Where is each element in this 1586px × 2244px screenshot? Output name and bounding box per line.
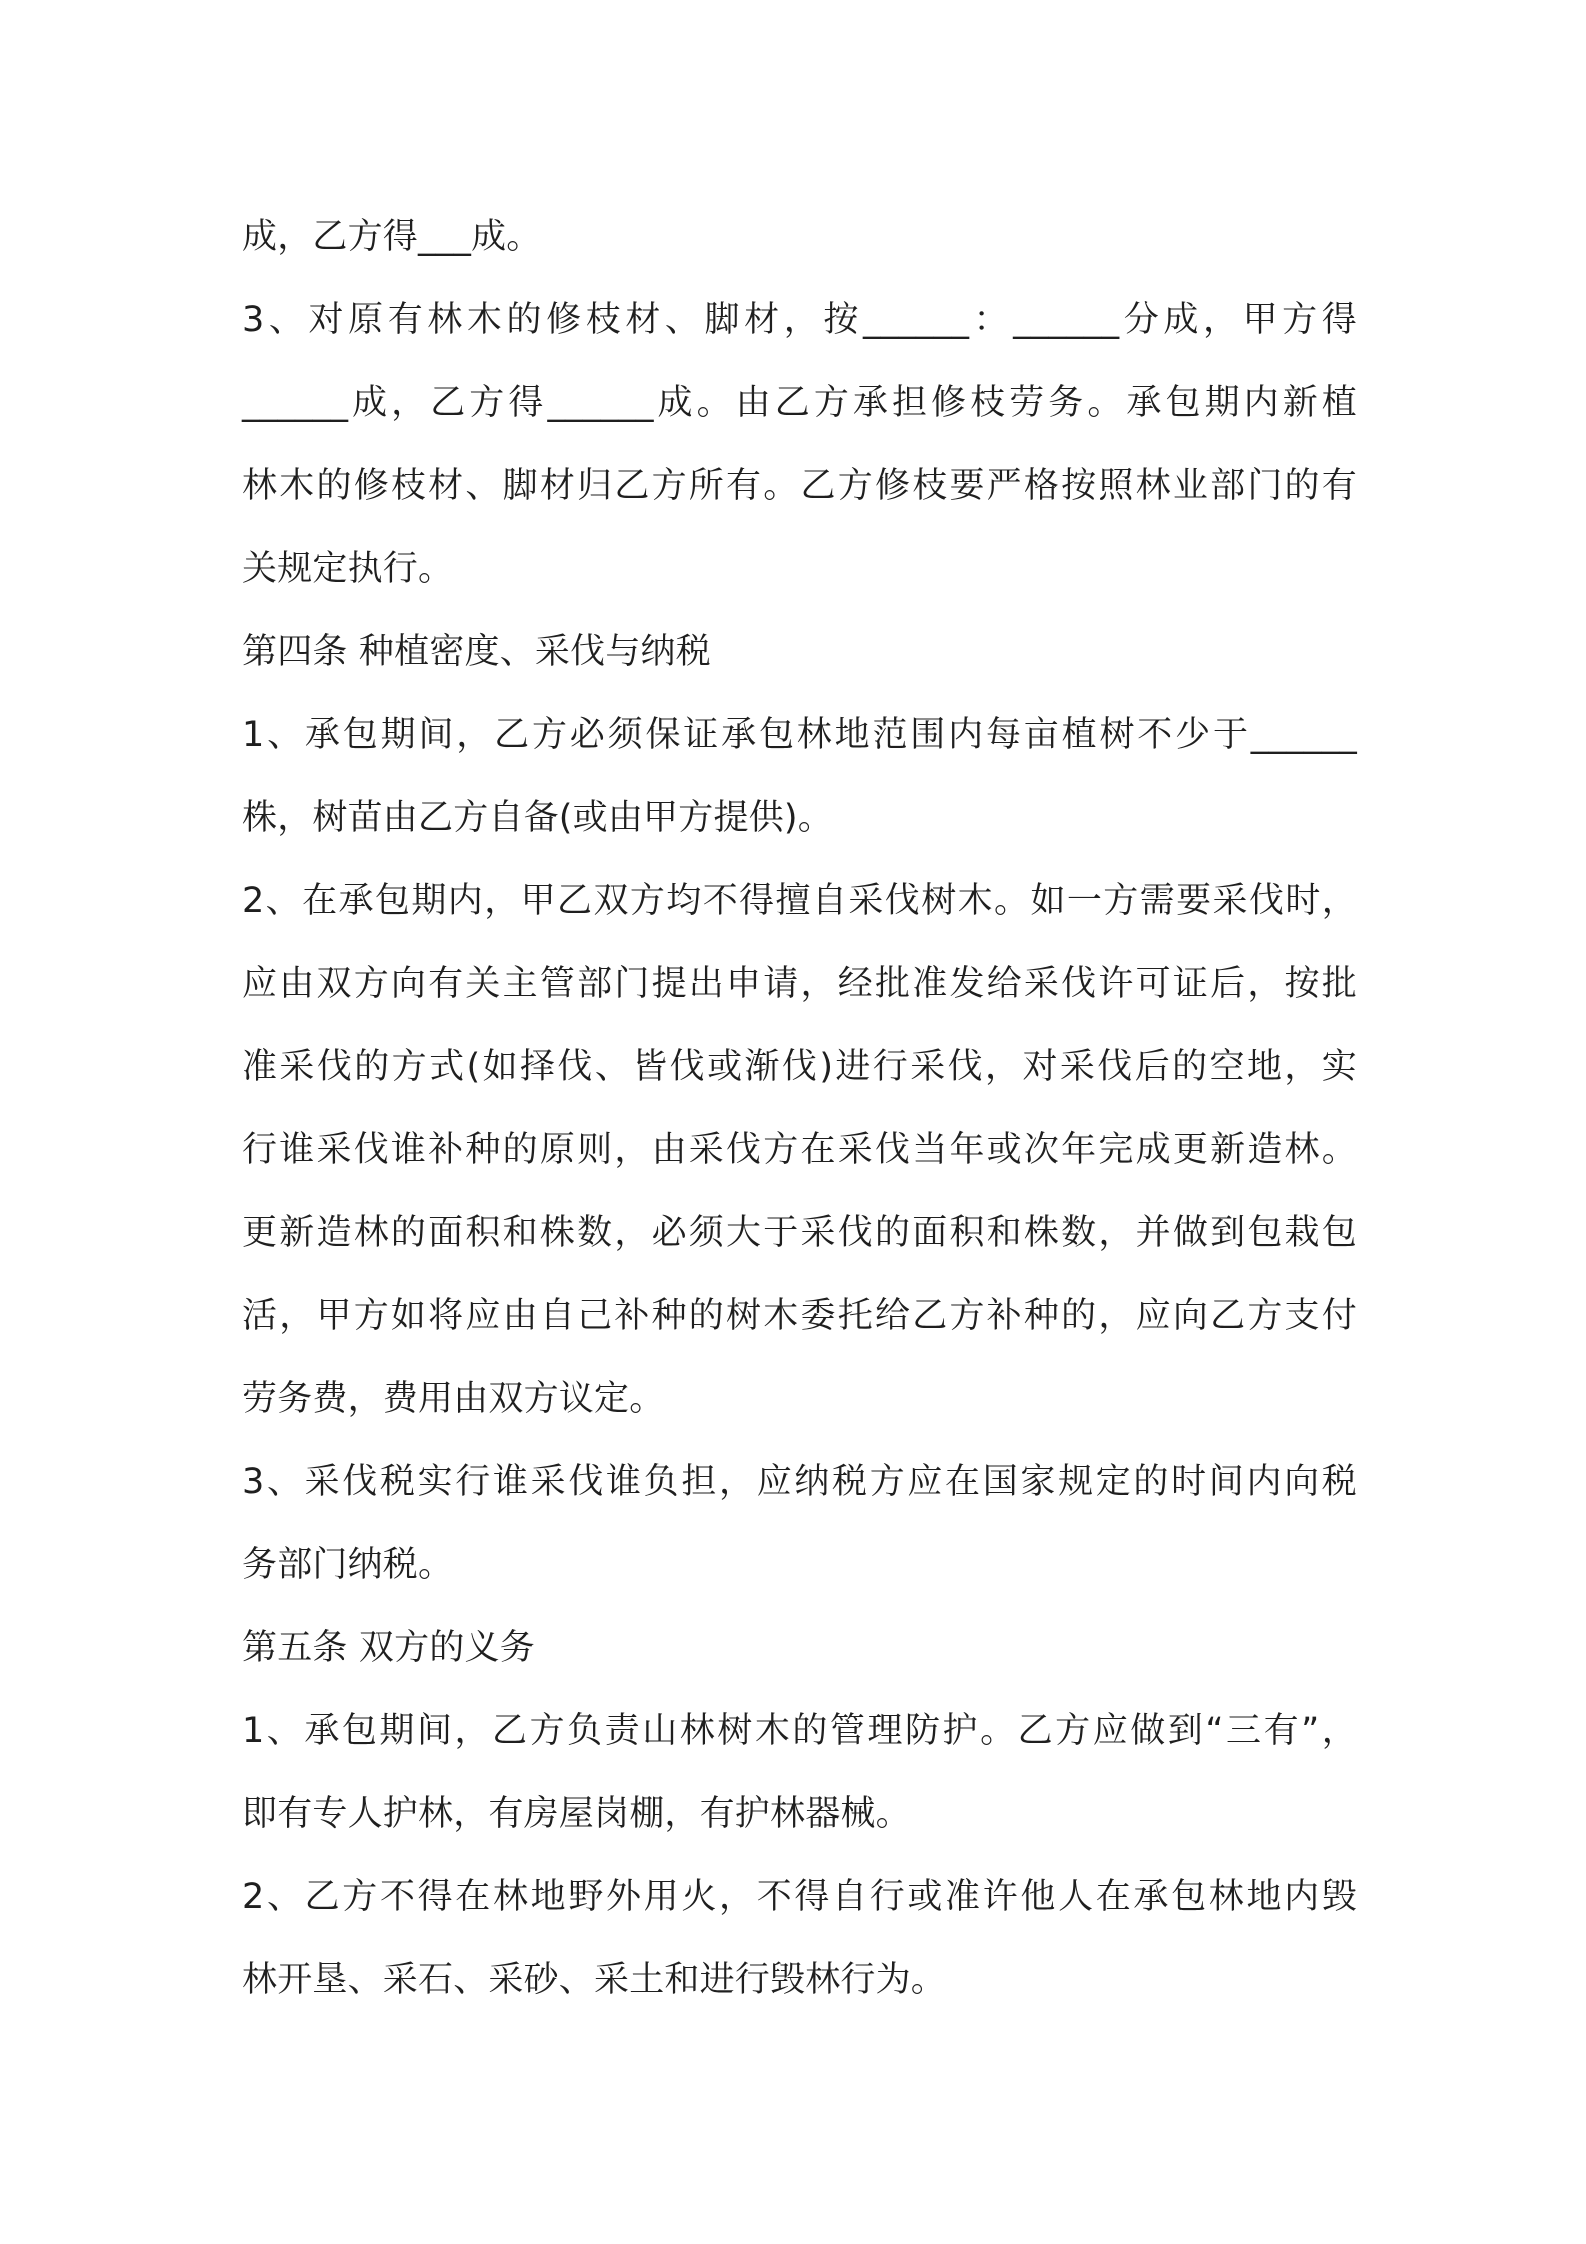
- text-line-continuation: 成，乙方得___成。: [242, 217, 542, 257]
- article-5-item-2-line-1: 2、乙方不得在林地野外用火，不得自行或准许他人在承包林地内毁: [242, 1877, 1357, 1917]
- clause-3-line-3: 林木的修枝材、脚材归乙方所有。乙方修枝要严格按照林业部门的有: [242, 466, 1357, 506]
- article-4-item-2-line-1: 2、在承包期内，甲乙双方均不得擅自采伐树木。如一方需要采伐时，: [242, 881, 1357, 921]
- article-4-item-1-line-2: 株，树苗由乙方自备(或由甲方提供)。: [242, 798, 833, 838]
- article-4-item-2-line-3: 准采伐的方式(如择伐、皆伐或渐伐)进行采伐，对采伐后的空地，实: [242, 1047, 1357, 1087]
- clause-3-line-2: ______成，乙方得______成。由乙方承担修枝劳务。承包期内新植: [242, 383, 1357, 423]
- article-4-item-2-line-4: 行谁采伐谁补种的原则，由采伐方在采伐当年或次年完成更新造林。: [242, 1130, 1357, 1170]
- article-5-heading: 第五条 双方的义务: [242, 1628, 535, 1668]
- article-5-item-1-line-2: 即有专人护林，有房屋岗棚，有护林器械。: [242, 1794, 911, 1834]
- clause-3-line-1: 3、对原有林木的修枝材、脚材，按______：______分成，甲方得: [242, 300, 1357, 340]
- article-4-heading: 第四条 种植密度、采伐与纳税: [242, 632, 711, 672]
- article-4-item-2-line-5: 更新造林的面积和株数，必须大于采伐的面积和株数，并做到包栽包: [242, 1213, 1357, 1253]
- article-4-item-1-line-1: 1、承包期间，乙方必须保证承包林地范围内每亩植树不少于______: [242, 715, 1357, 755]
- article-4-item-2-line-2: 应由双方向有关主管部门提出申请，经批准发给采伐许可证后，按批: [242, 964, 1357, 1004]
- document-body: [242, 196, 1357, 2022]
- article-4-item-2-line-6: 活，甲方如将应由自己补种的树木委托给乙方补种的，应向乙方支付: [242, 1296, 1357, 1336]
- clause-3-line-4: 关规定执行。: [242, 549, 454, 589]
- article-4-item-3-line-1: 3、采伐税实行谁采伐谁负担，应纳税方应在国家规定的时间内向税: [242, 1462, 1357, 1502]
- article-4-item-2-line-7: 劳务费，费用由双方议定。: [242, 1379, 665, 1419]
- article-5-item-2-line-2: 林开垦、采石、采砂、采土和进行毁林行为。: [242, 1960, 947, 2000]
- article-4-item-3-line-2: 务部门纳税。: [242, 1545, 454, 1585]
- article-5-item-1-line-1: 1、承包期间，乙方负责山林树木的管理防护。乙方应做到“三有”，: [242, 1711, 1357, 1751]
